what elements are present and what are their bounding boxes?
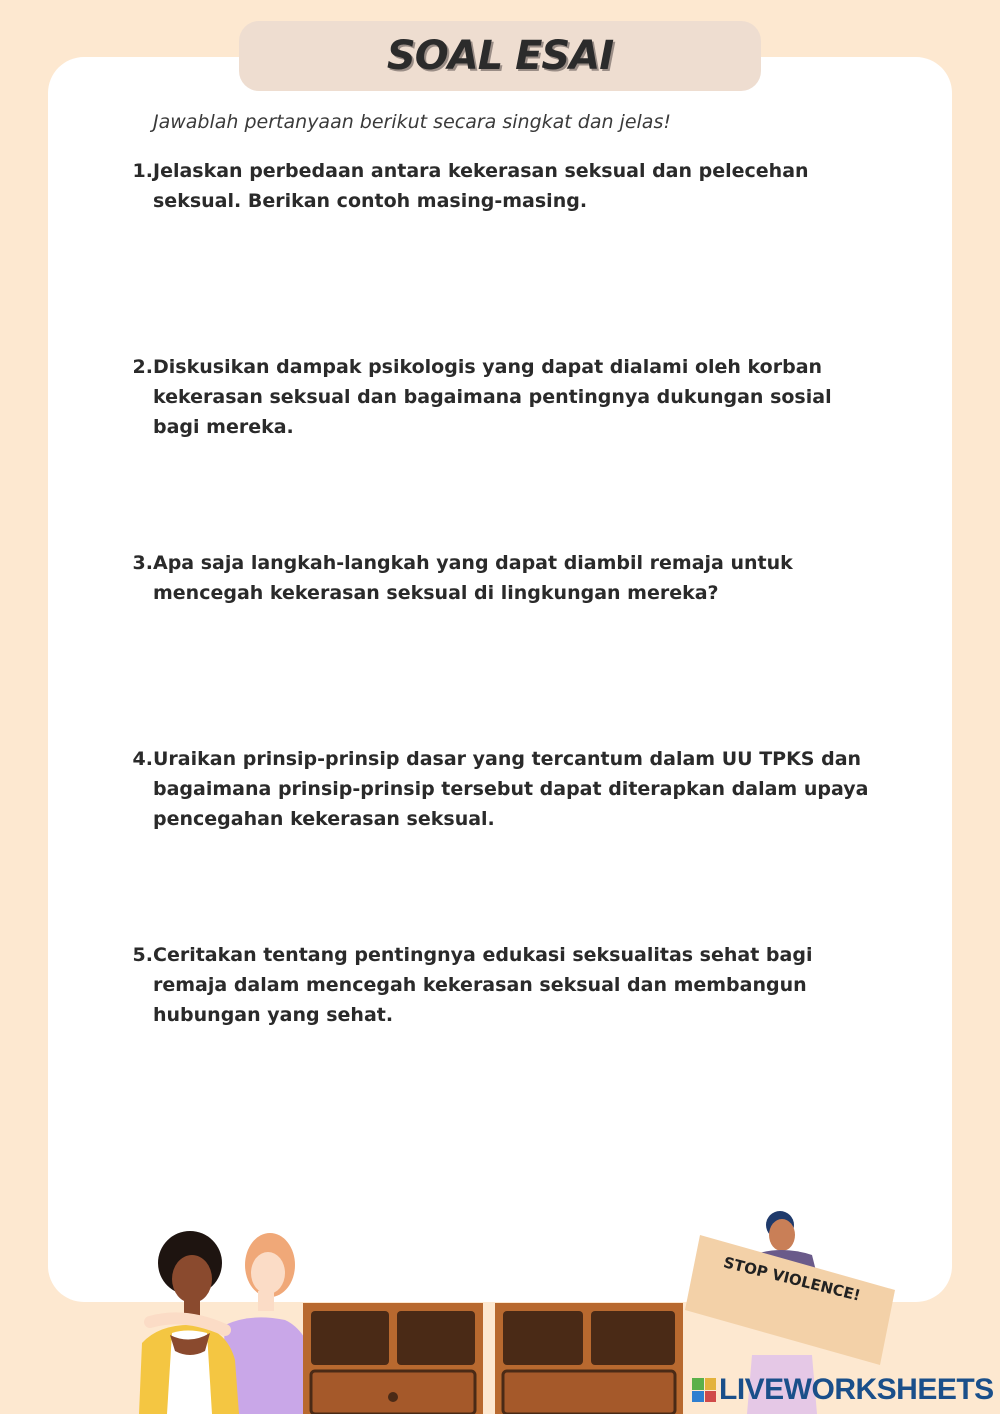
title-banner [239, 21, 761, 91]
face-dark [172, 1255, 212, 1303]
drawer-knob [388, 1392, 398, 1402]
logo-text: LIVEWORKSHEETS [719, 1373, 994, 1406]
question-text: Apa saja langkah-langkah yang dapat diambil remaja untuk mencegah kekerasan seksual di lingkungan mereka? [153, 552, 793, 604]
question-item [125, 352, 885, 442]
question-number: 4. [132, 748, 153, 770]
worksheet-card [48, 57, 952, 1302]
drawers-illustration [303, 1303, 683, 1414]
face [769, 1219, 795, 1251]
instruction-text: Jawablah pertanyaan berikut secara singkat dan jelas! [153, 111, 671, 133]
question-number: 1. [132, 160, 153, 182]
question-number: 5. [132, 944, 153, 966]
question-number: 2. [132, 356, 153, 378]
question-item [125, 156, 885, 216]
page-title: SOAL ESAI [386, 33, 614, 79]
liveworksheets-logo[interactable] [692, 1373, 994, 1407]
question-item [125, 744, 885, 834]
question-number: 3. [132, 552, 153, 574]
face-light [251, 1252, 285, 1294]
question-text: Diskusikan dampak psikologis yang dapat dialami oleh korban kekerasan seksual dan bagaimana pentingnya dukungan sosial bagi mereka. [153, 356, 832, 438]
question-text: Uraikan prinsip-prinsip dasar yang tercantum dalam UU TPKS dan bagaimana prinsip-prinsip tersebut dapat diterapkan dalam upaya pencegahan kekerasan seksual. [153, 748, 869, 830]
question-text: Ceritakan tentang pentingnya edukasi seksualitas sehat bagi remaja dalam mencegah kekerasan seksual dan membangun hubungan yang sehat. [153, 944, 813, 1026]
sign-text: STOP VIOLENCE! [721, 1253, 863, 1305]
logo-grid-icon [692, 1378, 716, 1402]
question-item [125, 940, 885, 1030]
question-item [125, 548, 885, 608]
question-text: Jelaskan perbedaan antara kekerasan seksual dan pelecehan seksual. Berikan contoh masing-masing. [153, 160, 809, 212]
